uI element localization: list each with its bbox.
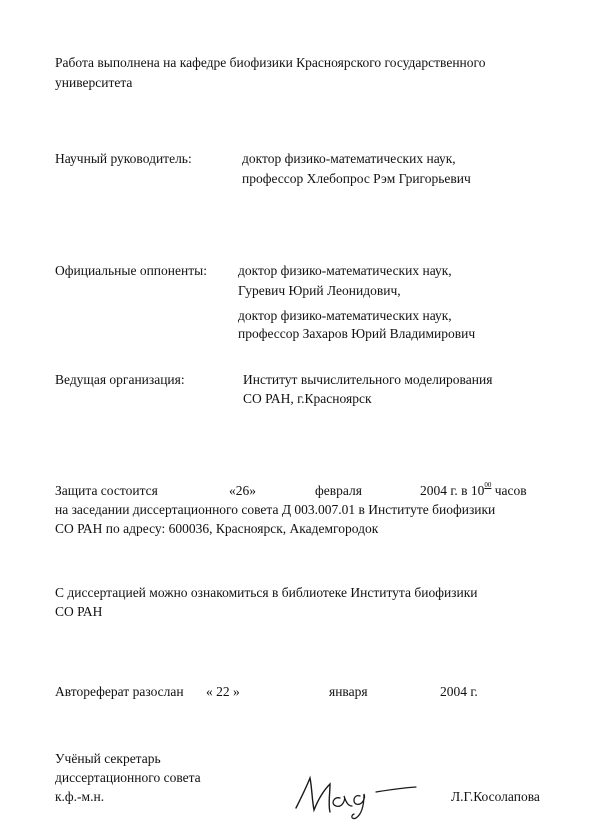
leading-org-line-2: СО РАН, г.Красноярск bbox=[243, 391, 372, 406]
signature bbox=[290, 770, 425, 822]
supervisor-name: профессор Хлебопрос Рэм Григорьевич bbox=[242, 171, 471, 186]
secretary-line-3: к.ф.-м.н. bbox=[55, 789, 105, 804]
opponent-2-name: профессор Захаров Юрий Владимирович bbox=[238, 326, 476, 341]
defense-year-hour: 2004 г. в 10 bbox=[420, 483, 485, 498]
secretary-line-1: Учёный секретарь bbox=[55, 751, 161, 766]
library-line-2: СО РАН bbox=[55, 604, 103, 619]
defense-hours-word: часов bbox=[494, 483, 527, 498]
leading-org-line-1: Институт вычислительного моделирования bbox=[243, 372, 493, 387]
defense-line-2: на заседании диссертационного совета Д 003.007.01 в Институте биофизики bbox=[55, 502, 496, 517]
mailing-prefix: Автореферат разослан bbox=[55, 684, 184, 699]
defense-prefix: Защита состоится bbox=[55, 483, 158, 498]
mailing-day: « 22 » bbox=[206, 684, 240, 699]
header-line-2: университета bbox=[55, 75, 133, 90]
supervisor-degree: доктор физико-математических наук, bbox=[242, 151, 456, 166]
opponent-1-name: Гуревич Юрий Леонидович, bbox=[238, 283, 401, 298]
library-line-1: С диссертацией можно ознакомиться в библиотеке Института биофизики bbox=[55, 585, 478, 600]
opponents-label: Официальные оппоненты: bbox=[55, 263, 207, 278]
mailing-month: января bbox=[329, 684, 368, 699]
supervisor-label: Научный руководитель: bbox=[55, 151, 192, 166]
defense-day: «26» bbox=[229, 483, 256, 498]
defense-time bbox=[420, 481, 527, 498]
secretary-name: Л.Г.Косолапова bbox=[451, 789, 540, 804]
header-line-1: Работа выполнена на кафедре биофизики Красноярского государственного bbox=[55, 55, 486, 70]
opponent-1-degree: доктор физико-математических наук, bbox=[238, 263, 452, 278]
secretary-line-2: диссертационного совета bbox=[55, 770, 201, 785]
defense-month: февраля bbox=[315, 483, 362, 498]
mailing-year: 2004 г. bbox=[440, 684, 478, 699]
opponent-2-degree: доктор физико-математических наук, bbox=[238, 308, 452, 323]
leading-org-label: Ведущая организация: bbox=[55, 372, 185, 387]
defense-line-3: СО РАН по адресу: 600036, Красноярск, Академгородок bbox=[55, 521, 379, 536]
defense-minutes: 00 bbox=[484, 481, 492, 489]
